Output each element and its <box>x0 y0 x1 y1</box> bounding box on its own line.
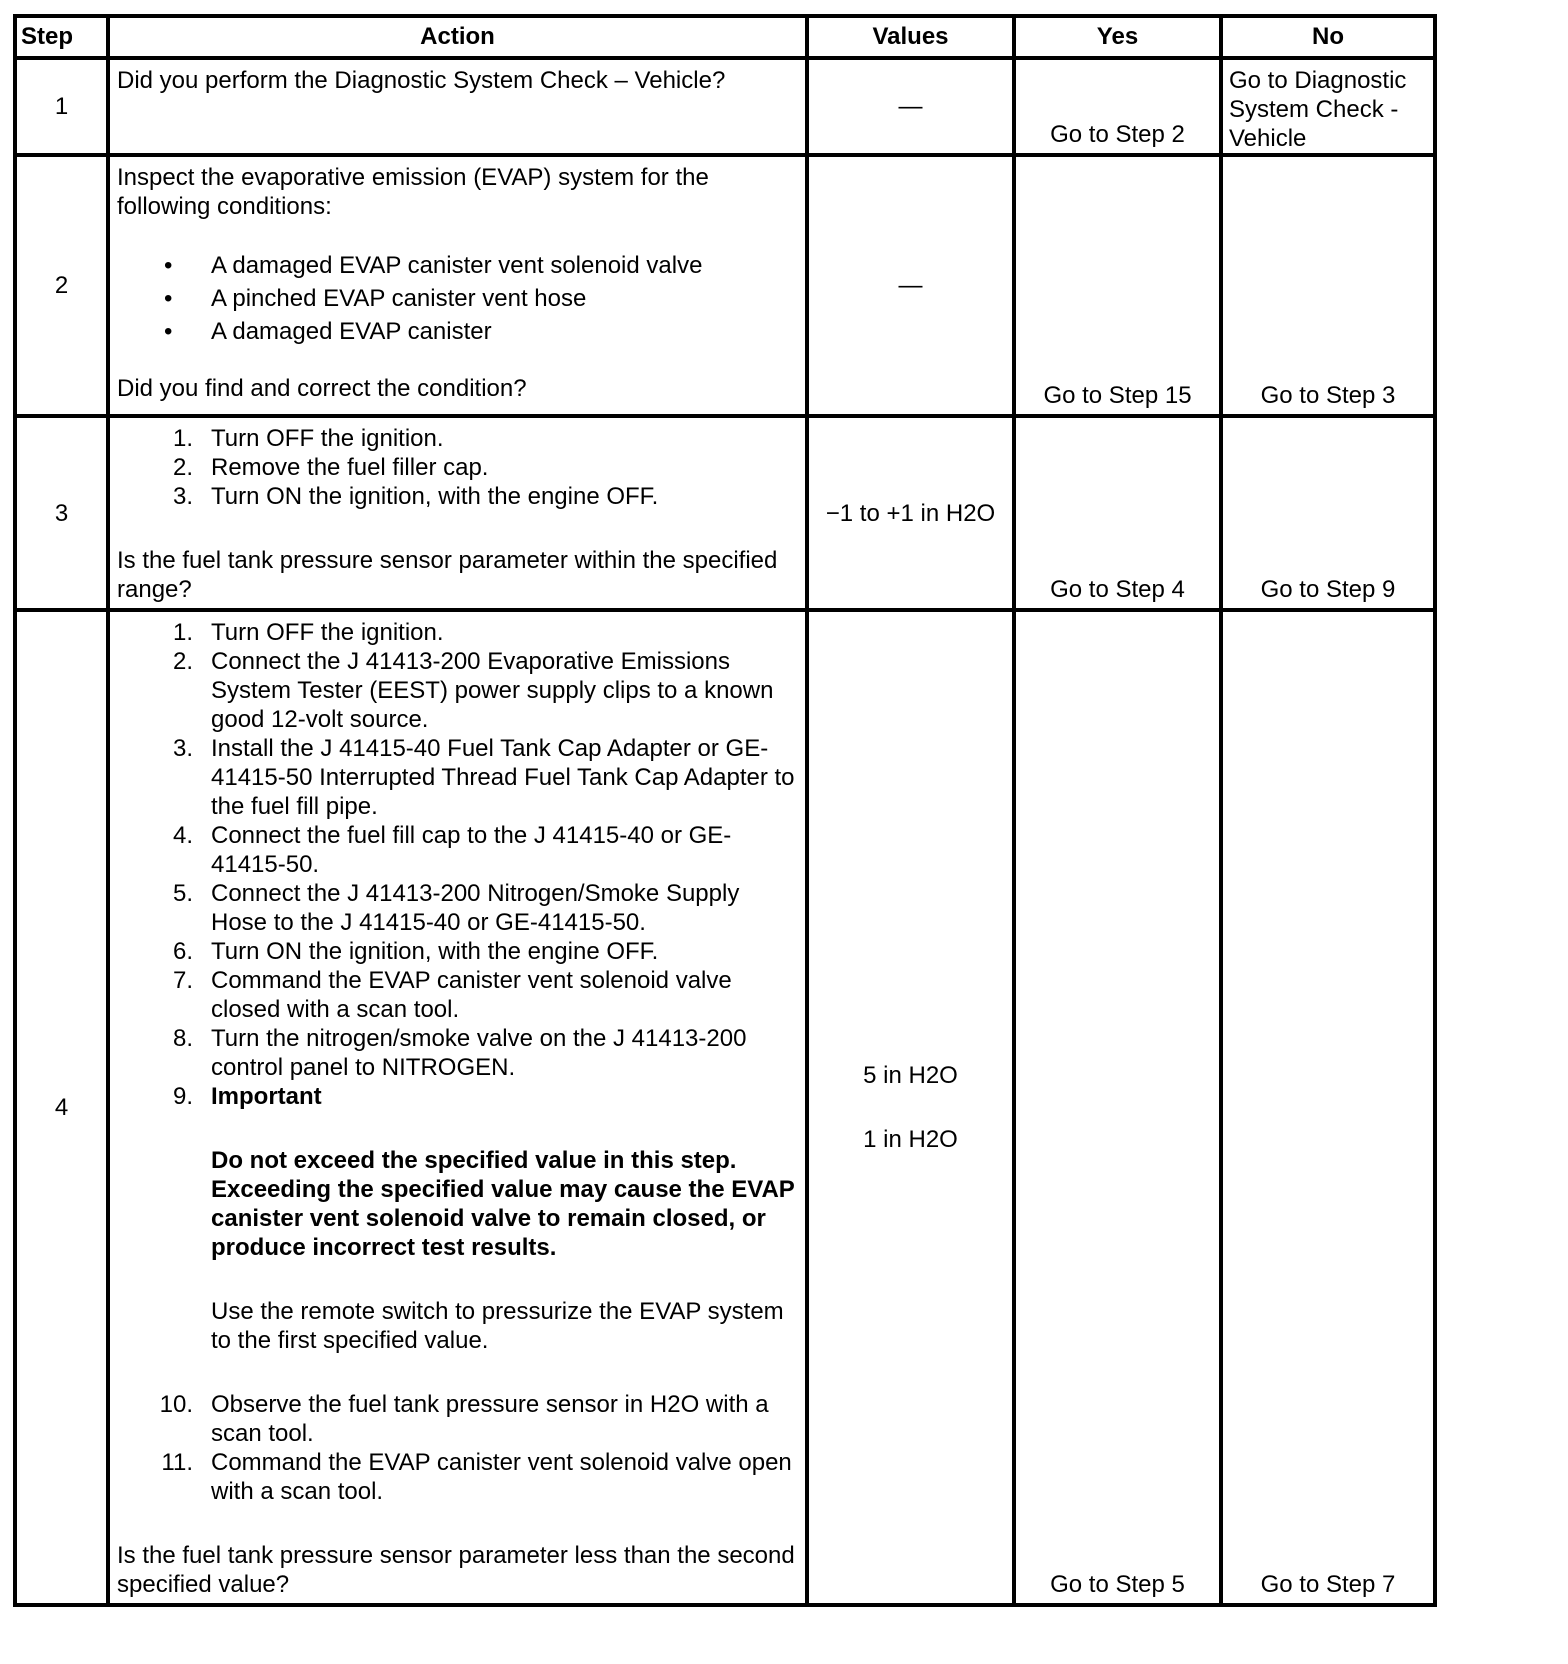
table-row <box>15 416 1435 610</box>
condition-list <box>117 249 799 348</box>
header-yes: Yes <box>1014 16 1221 58</box>
list-item: 11. Command the EVAP canister vent solenoid valve open with a scan tool. <box>161 1449 792 1505</box>
list-item: 1. Turn OFF the ignition. <box>172 425 444 452</box>
table-row <box>15 58 1435 155</box>
list-item: 4. Connect the fuel fill cap to the J 41415-40 or GE-41415-50. <box>172 822 732 878</box>
no-cell: Go to Step 3 <box>1221 155 1435 416</box>
diagnostic-table <box>13 14 1437 1607</box>
no-cell: Go to Step 9 <box>1221 416 1435 610</box>
list-item: • A damaged EVAP canister <box>117 315 799 348</box>
table-row <box>15 610 1435 1605</box>
action-cell <box>108 610 807 1605</box>
table-row <box>15 155 1435 416</box>
list-item: 3. Install the J 41415-40 Fuel Tank Cap Adapter or GE-41415-50 Interrupted Thread Fuel Tank Cap Adapter to the fuel fill pipe. <box>172 735 795 820</box>
bullet-icon: • <box>164 285 173 312</box>
list-item: 3. Turn ON the ignition, with the engine OFF. <box>172 483 659 510</box>
yes-cell: Go to Step 4 <box>1014 416 1221 610</box>
important-label: Important <box>211 1083 322 1110</box>
yes-cell: Go to Step 2 <box>1014 58 1221 155</box>
important-note: Do not exceed the specified value in this step. Exceeding the specified value may cause the EVAP canister vent solenoid valve to remain closed, or produce incorrect test results. <box>211 1147 795 1261</box>
value-cell: −1 to +1 in H2O <box>807 416 1014 610</box>
yes-cell: Go to Step 15 <box>1014 155 1221 416</box>
step-number: 2 <box>15 155 108 416</box>
yes-cell: Go to Step 5 <box>1014 610 1221 1605</box>
procedure-list <box>117 618 799 1506</box>
list-item: 1. Turn OFF the ignition. <box>172 619 444 646</box>
important-instruction: Use the remote switch to pressurize the EVAP system to the first specified value. <box>211 1298 784 1354</box>
no-cell: Go to Diagnostic System Check - Vehicle <box>1221 58 1435 155</box>
bullet-icon: • <box>164 252 173 279</box>
list-item: 5. Connect the J 41413-200 Nitrogen/Smoke Supply Hose to the J 41415-40 or GE-41415-50. <box>172 880 740 936</box>
list-item: 6. Turn ON the ignition, with the engine OFF. <box>172 938 659 965</box>
intro-text: Inspect the evaporative emission (EVAP) system for the following conditions: <box>117 164 709 220</box>
list-item: 10. Observe the fuel tank pressure sensor in H2O with a scan tool. <box>159 1391 769 1447</box>
list-item: 2. Connect the J 41413-200 Evaporative Emissions System Tester (EEST) power supply clips to a known good 12-volt source. <box>172 648 774 733</box>
step-number: 1 <box>15 58 108 155</box>
no-cell: Go to Step 7 <box>1221 610 1435 1605</box>
list-item: 9. Important Do not exceed the specified value in this step. Exceeding the specified value may cause the EVAP canister vent solenoid valve to remain closed, or produce incorrect test results. Use the remote switch to pressurize the EVAP system to the first specified value. <box>117 1082 799 1390</box>
value-cell: — <box>807 58 1014 155</box>
first-value: 5 in H2O <box>863 1062 958 1089</box>
list-item: • A pinched EVAP canister vent hose <box>117 282 799 315</box>
list-item: 2. Remove the fuel filler cap. <box>172 454 489 481</box>
question-text: Did you find and correct the condition? <box>117 375 527 402</box>
header-row <box>15 16 1435 58</box>
step-number: 3 <box>15 416 108 610</box>
question-text: Is the fuel tank pressure sensor parameter within the specified range? <box>117 547 778 603</box>
action-cell <box>108 416 807 610</box>
question-text: Is the fuel tank pressure sensor parameter less than the second specified value? <box>117 1542 795 1598</box>
header-values: Values <box>807 16 1014 58</box>
bullet-icon: • <box>164 318 173 345</box>
value-cell <box>807 610 1014 1605</box>
question-text: Did you perform the Diagnostic System Check – Vehicle? <box>117 67 726 94</box>
header-step: Step <box>15 16 108 58</box>
second-value: 1 in H2O <box>863 1126 958 1153</box>
header-action: Action <box>108 16 807 58</box>
list-item: 7. Command the EVAP canister vent solenoid valve closed with a scan tool. <box>172 967 732 1023</box>
header-no: No <box>1221 16 1435 58</box>
action-cell <box>108 155 807 416</box>
step-number: 4 <box>15 610 108 1605</box>
procedure-list <box>117 424 799 511</box>
list-item: • A damaged EVAP canister vent solenoid valve <box>117 249 799 282</box>
list-item: 8. Turn the nitrogen/smoke valve on the J 41413-200 control panel to NITROGEN. <box>172 1025 747 1081</box>
value-cell: — <box>807 155 1014 416</box>
action-cell <box>108 58 807 155</box>
